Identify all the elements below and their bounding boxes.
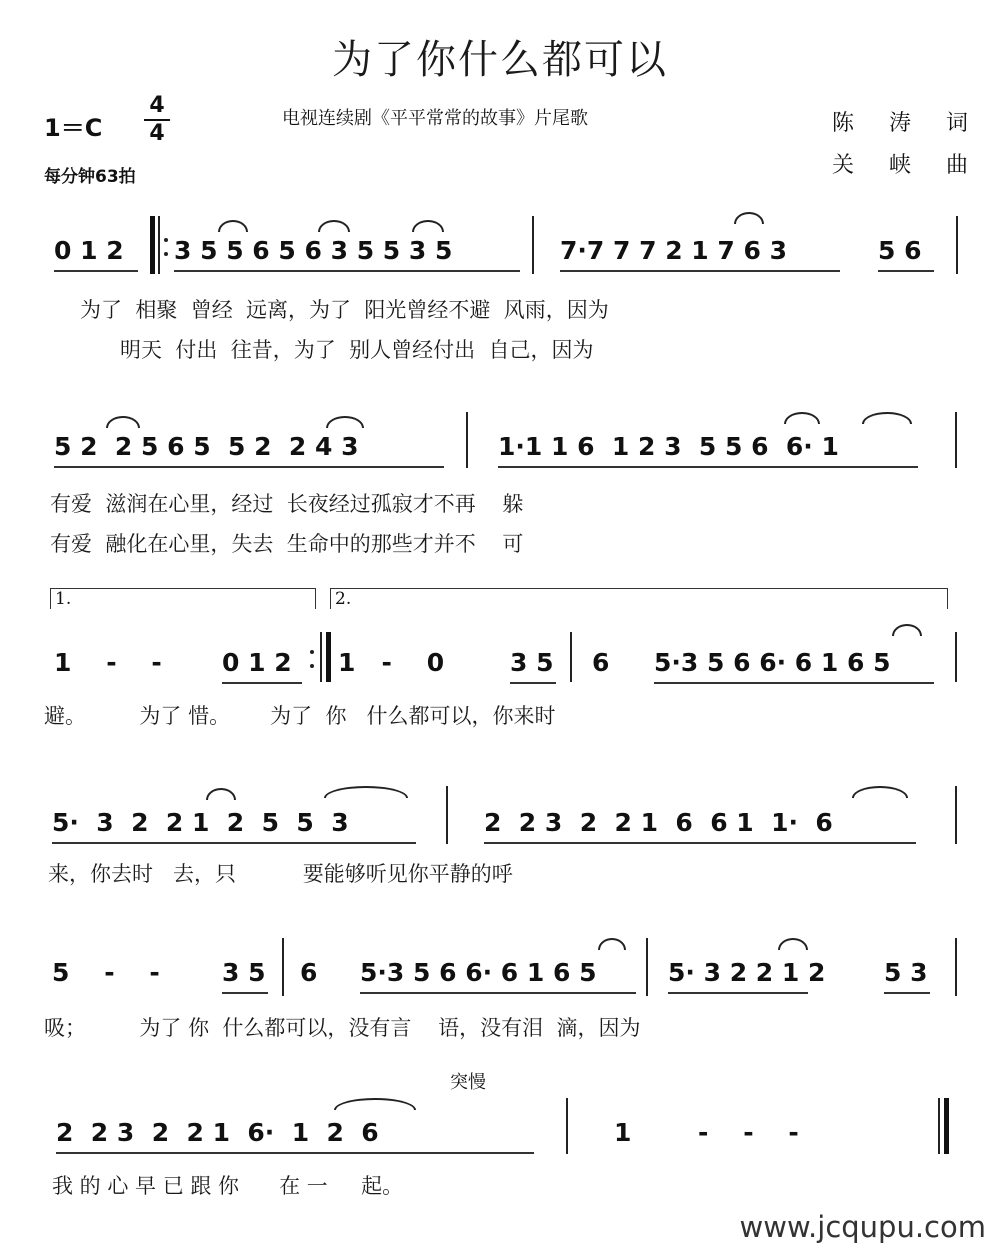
barline [955,632,957,682]
slur [892,624,922,636]
notes-segment: - - - [698,1118,799,1147]
final-barline-thick [944,1098,949,1154]
notes-segment: 6 [592,648,610,677]
notes-segment: 5 6 [878,236,922,265]
notes-segment: 3 5 5 6 5 6 3 5 5 3 5 [174,236,453,265]
underline [360,992,636,994]
volta-first-ending [50,588,316,609]
barline [646,938,648,996]
barline [955,786,957,844]
notes-segment: 5· 3 2 2 1 2 [668,958,826,987]
notes-segment: 5·3 5 6 6· 6 1 6 5 [654,648,891,677]
notes-segment: 6 [300,958,318,987]
repeat-dot [164,252,168,256]
slur [412,220,444,232]
composer-credit: 关 峡 曲 [832,153,982,178]
notes-segment: 1 - - [54,648,162,677]
slur [326,416,364,428]
key-signature: 1＝C [44,114,103,142]
time-numerator: 4 [149,93,165,118]
tempo-marking: 每分钟63拍 [44,167,136,187]
notes-segment: 7·7 7 7 2 1 7 6 3 [560,236,787,265]
underline [52,842,416,844]
repeat-dot [310,664,314,668]
lyrics-verse-2: 明天 付出 往昔，为了 别人曾经付出 自己，因为 [80,338,594,362]
repeat-dot [310,650,314,654]
underline [884,992,930,994]
notes-segment: 5·3 5 6 6· 6 1 6 5 [360,958,597,987]
lyrics-verse-1: 为了 相聚 曾经 远离，为了 阳光曾经不避 风雨，因为 [80,298,609,322]
slur [862,412,912,424]
notes-segment: 0 1 2 [222,648,292,677]
volta-2-label: 2. [335,589,352,609]
notes-segment: 5· 3 2 2 1 2 5 5 3 [52,808,349,837]
time-signature [144,94,170,146]
watermark: www.jcqupu.com [739,1210,986,1244]
slur [734,212,764,224]
notes-segment: 5 - - [52,958,160,987]
notes-segment: 2 2 3 2 2 1 6· 1 2 6 [56,1118,379,1147]
slur [318,220,350,232]
lyrics: 避。 为了 惜。 为了 你 什么都可以，你来时 [44,704,556,728]
slur [784,412,820,424]
underline [54,466,444,468]
notes-segment: 5 3 [884,958,928,987]
underline [222,682,302,684]
underline [510,682,556,684]
lyricist-credit: 陈 涛 词 [832,111,982,136]
notes-segment: 1 [614,1118,632,1147]
repeat-end-barline [326,632,331,682]
lyrics: 我 的 心 早 已 跟 你 在 一 起。 [52,1174,404,1198]
underline [54,270,138,272]
notes-segment: 3 5 [222,958,266,987]
lyrics-verse-2: 有爱 融化在心里，失去 生命中的那些才并不 可 [50,532,524,556]
notes-segment: 1·1 1 6 1 2 3 5 5 6 6· 1 [498,432,839,461]
slur [218,220,248,232]
slur [598,938,626,950]
underline [174,270,520,272]
lyrics: 吸； 为了 你 什么都可以，没有言 语，没有泪 滴，因为 [44,1016,641,1040]
slur [324,786,408,798]
slur [778,938,808,950]
barline [955,938,957,996]
underline [56,1152,534,1154]
subtitle: 电视连续剧《平平常常的故事》片尾歌 [282,108,588,129]
slur [852,786,908,798]
underline [560,270,840,272]
lyrics-verse-1: 有爱 滋润在心里，经过 长夜经过孤寂才不再 躲 [50,492,524,516]
repeat-dot [164,238,168,242]
underline [654,682,934,684]
song-title: 为了你什么都可以 [332,37,668,83]
barline [446,786,448,844]
underline [668,992,808,994]
barline [955,412,957,468]
repeat-start-barline [150,216,155,274]
lyrics: 来，你去时 去，只 要能够听见你平静的呼 [48,862,513,886]
slur [334,1098,416,1110]
notes-segment: 0 1 2 [54,236,124,265]
barline [956,216,958,274]
notes-segment: 1 - 0 [338,648,445,677]
underline [484,842,916,844]
barline [570,632,572,682]
final-barline-thin [938,1098,940,1154]
tempo-annotation: 突慢 [450,1072,486,1093]
notes-segment: 3 5 [510,648,554,677]
time-denominator: 4 [149,121,165,146]
barline [566,1098,568,1154]
slur [206,788,236,800]
underline [498,466,918,468]
barline [466,412,468,468]
repeat-end-thin-line [320,632,322,682]
underline [222,992,268,994]
notes-segment: 5 2 2 5 6 5 5 2 2 4 3 [54,432,359,461]
notes-segment: 2 2 3 2 2 1 6 6 1 1· 6 [484,808,833,837]
slur [106,416,140,428]
barline [532,216,534,274]
repeat-start-thin-line [158,216,160,274]
volta-second-ending [330,588,948,609]
barline [282,938,284,996]
volta-1-label: 1. [55,589,72,609]
underline [878,270,934,272]
